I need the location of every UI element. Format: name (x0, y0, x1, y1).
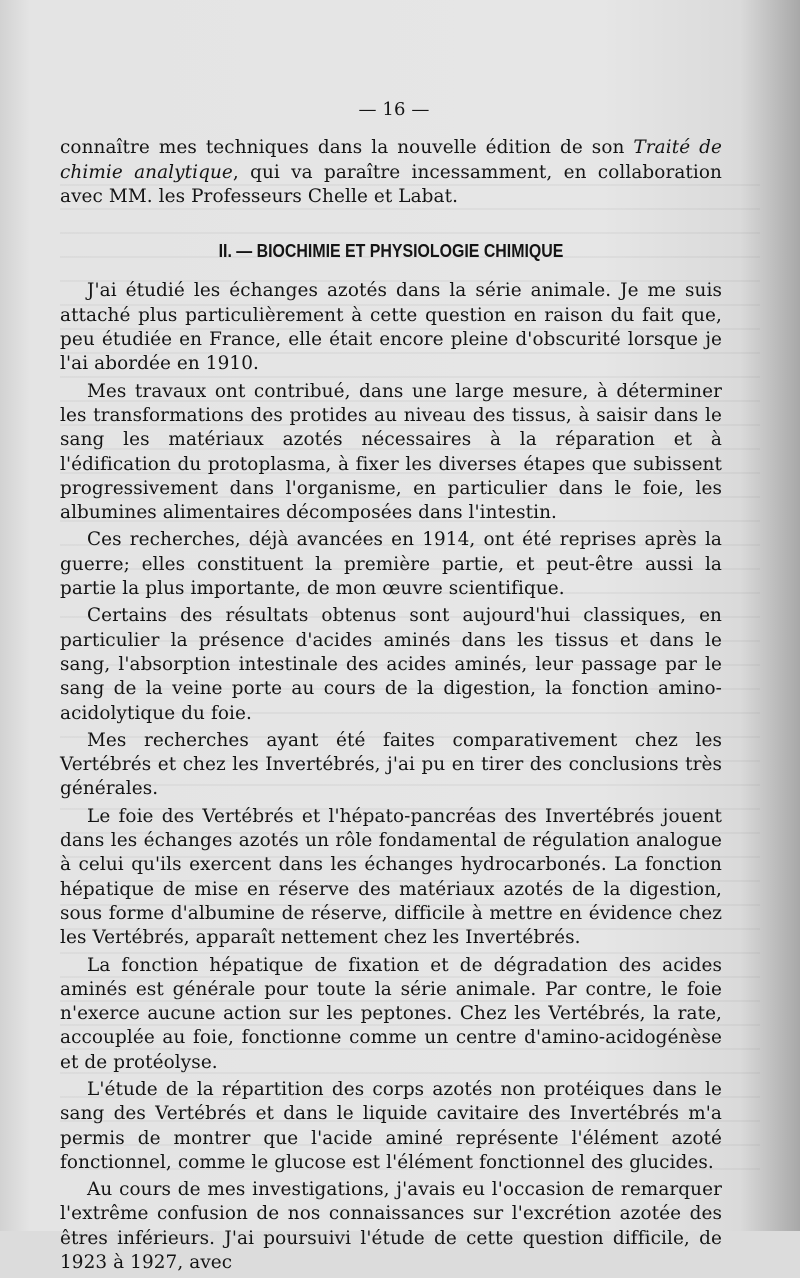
paragraph: Ces recherches, déjà avancées en 1914, ont été reprises après la guerre; elles constituent la première partie, et peut-être aussi la partie la plus importante, de mon œuvre scientifique. (60, 529, 722, 600)
intro-text-after: , qui va paraître incessamment, en collaboration avec MM. les Professeurs Chelle et Labat. (60, 161, 722, 207)
paragraph: Au cours de mes investigations, j'avais eu l'occasion de remarquer l'extrême confusion de nos connaissances sur l'excrétion azotée des êtres inférieurs. J'ai poursuivi l'étude de cette question difficile, de 1923 à 1927, avec (60, 1179, 722, 1274)
paragraph: Certains des résultats obtenus sont aujourd'hui classiques, en particulier la présence d'acides aminés dans les tissus et dans le sang, l'absorption intestinale des acides aminés, leur passage par le sang de la veine porte au cours de la digestion, la fonction amino-acidolytique du foie. (60, 605, 722, 724)
page-number: — 16 — (358, 99, 430, 120)
paragraph: J'ai étudié les échanges azotés dans la série animale. Je me suis attaché plus particulièrement à cette question en raison du fait que, peu étudiée en France, elle était encore pleine d'obscurité lorsque je l'ai abordée en 1910. (60, 280, 722, 375)
paragraph: La fonction hépatique de fixation et de dégradation des acides aminés est générale pour toute la série animale. Par contre, le foie n'exerce aucune action sur les peptones. Chez les Vertébrés, la rate, accouplée au foie, fonctionne comme un centre d'amino-acidogénèse et de protéolyse. (60, 954, 722, 1073)
paragraph: L'étude de la répartition des corps azotés non protéiques dans le sang des Vertébrés et dans le liquide cavitaire des Invertébrés m'a permis de montrer que l'acide aminé représente l'élément azoté fonctionnel, comme le glucose est l'élément fonctionnel des glucides. (60, 1078, 722, 1173)
intro-paragraph (60, 136, 722, 209)
paragraph: Mes travaux ont contribué, dans une large mesure, à déterminer les transformations des protides au niveau des tissus, à saisir dans le sang les matériaux azotés nécessaires à la réparation et à l'édification du protoplasma, à fixer les diverses étapes que subissent progressivement dans l'organisme, en particulier dans le foie, les albumines alimentaires décomposées dans l'intestin. (60, 380, 722, 524)
paragraph: Mes recherches ayant été faites comparativement chez les Vertébrés et chez les Invertébrés, j'ai pu en tirer des conclusions très générales. (60, 729, 722, 800)
page-content (60, 98, 722, 1278)
section-heading: II. — BIOCHIMIE ET PHYSIOLOGIE CHIMIQUE (218, 240, 564, 262)
paragraph: Le foie des Vertébrés et l'hépato-pancréas des Invertébrés jouent dans les échanges azotés un rôle fondamental de régulation analogue à celui qu'ils exercent dans les échanges hydrocarbonés. La fonction hépatique de mise en réserve des matériaux azotés de la digestion, sous forme d'albumine de réserve, difficile à mettre en évidence chez les Vertébrés, apparaît nettement chez les Invertébrés. (60, 805, 722, 949)
book-title: Traité de chimie analytique (60, 137, 722, 183)
intro-text-before: connaître mes techniques dans la nouvelle édition de son (60, 137, 634, 159)
